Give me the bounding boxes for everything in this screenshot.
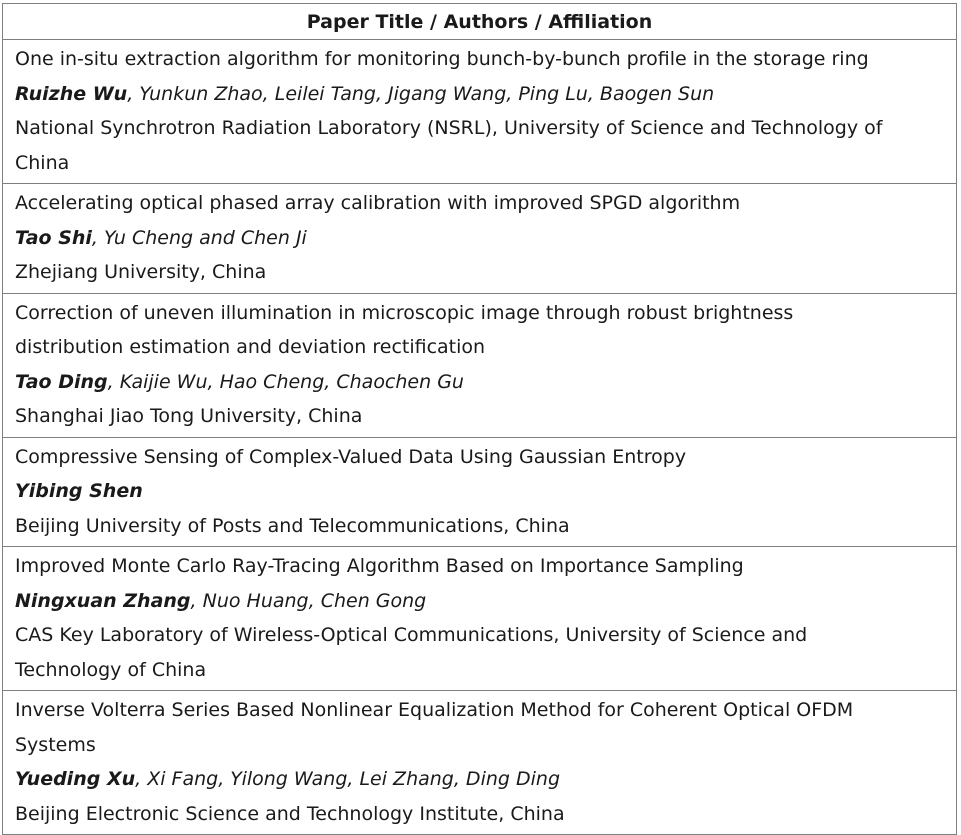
- paper-authors: [15, 77, 944, 112]
- table-body: [3, 40, 956, 834]
- paper-title: One in-situ extraction algorithm for monitoring bunch-by-bunch profile in the storage ring: [15, 48, 869, 70]
- paper-affiliation: National Synchrotron Radiation Laboratory (NSRL), University of Science and Technology of: [15, 117, 883, 139]
- paper-authors: [15, 762, 944, 797]
- table-row: [3, 184, 956, 294]
- coauthors: , Kaijie Wu, Hao Cheng, Chaochen Gu: [107, 370, 464, 393]
- coauthors: , Yunkun Zhao, Leilei Tang, Jigang Wang, Ping Lu, Baogen Sun: [127, 82, 715, 105]
- table-row: [3, 691, 956, 834]
- paper-affiliation: CAS Key Laboratory of Wireless-Optical Communications, University of Science and: [15, 624, 808, 646]
- paper-title: Systems: [15, 733, 96, 756]
- paper-authors: [15, 474, 944, 509]
- presenting-author: Ruizhe Wu: [15, 82, 128, 105]
- table-row: [3, 438, 956, 548]
- paper-affiliation: Beijing Electronic Science and Technology Institute, China: [15, 802, 565, 825]
- paper-authors: [15, 584, 944, 619]
- paper-authors: [15, 365, 944, 400]
- paper-title: Inverse Volterra Series Based Nonlinear Equalization Method for Coherent Optical OFDM: [15, 699, 854, 721]
- table-header: [3, 4, 956, 40]
- table-header-label: Paper Title / Authors / Affiliation: [306, 10, 653, 33]
- paper-table: [2, 3, 957, 835]
- table-row: [3, 40, 956, 184]
- paper-title: Accelerating optical phased array calibration with improved SPGD algorithm: [15, 192, 741, 214]
- presenting-author: Yueding Xu: [15, 768, 136, 790]
- presenting-author: Tao Shi: [15, 226, 92, 249]
- coauthors: , Nuo Huang, Chen Gong: [190, 589, 427, 612]
- paper-title: Improved Monte Carlo Ray-Tracing Algorithm Based on Importance Sampling: [15, 555, 744, 577]
- paper-affiliation: Technology of China: [15, 658, 207, 681]
- paper-authors: [15, 221, 944, 256]
- table-row: [3, 294, 956, 438]
- paper-affiliation: China: [15, 151, 70, 174]
- paper-affiliation: Shanghai Jiao Tong University, China: [15, 405, 363, 427]
- paper-title: Correction of uneven illumination in microscopic image through robust brightness: [15, 301, 794, 324]
- table-row: [3, 547, 956, 691]
- paper-title: Compressive Sensing of Complex-Valued Data Using Gaussian Entropy: [15, 445, 687, 468]
- presenting-author: Tao Ding: [15, 370, 108, 393]
- presenting-author: Yibing Shen: [15, 480, 143, 502]
- presenting-author: Ningxuan Zhang: [15, 589, 191, 612]
- paper-affiliation: Zhejiang University, China: [15, 261, 267, 283]
- coauthors: , Xi Fang, Yilong Wang, Lei Zhang, Ding Ding: [135, 768, 560, 790]
- paper-affiliation: Beijing University of Posts and Telecommunications, China: [15, 514, 570, 537]
- coauthors: , Yu Cheng and Chen Ji: [91, 226, 307, 249]
- paper-title: distribution estimation and deviation rectification: [15, 336, 486, 358]
